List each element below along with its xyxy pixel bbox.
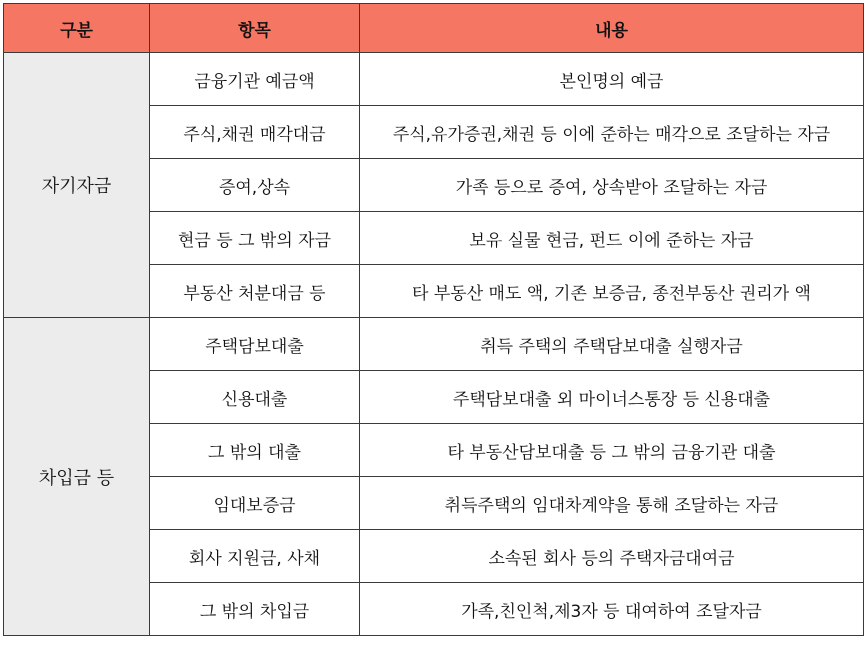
group-label-own-funds: 자기자금 xyxy=(4,53,150,318)
item-cell: 부동산 처분대금 등 xyxy=(150,265,360,318)
item-cell: 회사 지원금, 사채 xyxy=(150,530,360,583)
content-cell: 주택담보대출 외 마이너스통장 등 신용대출 xyxy=(360,371,864,424)
table-header xyxy=(4,4,864,53)
item-cell: 그 밖의 대출 xyxy=(150,424,360,477)
item-cell: 증여,상속 xyxy=(150,159,360,212)
content-cell: 가족,친인척,제3자 등 대여하여 조달자금 xyxy=(360,583,864,636)
content-cell: 취득 주택의 주택담보대출 실행자금 xyxy=(360,318,864,371)
table-body xyxy=(4,53,864,636)
content-cell: 타 부동산담보대출 등 그 밖의 금융기관 대출 xyxy=(360,424,864,477)
item-cell: 신용대출 xyxy=(150,371,360,424)
group-label-borrowings: 차입금 등 xyxy=(4,318,150,636)
item-cell: 그 밖의 차입금 xyxy=(150,583,360,636)
funding-table-container xyxy=(3,3,864,636)
content-cell: 보유 실물 현금, 펀드 이에 준하는 자금 xyxy=(360,212,864,265)
funding-source-table xyxy=(3,3,864,636)
content-cell: 취득주택의 임대차계약을 통해 조달하는 자금 xyxy=(360,477,864,530)
item-cell: 주식,채권 매각대금 xyxy=(150,106,360,159)
content-cell: 타 부동산 매도 액, 기존 보증금, 종전부동산 권리가 액 xyxy=(360,265,864,318)
table-row xyxy=(4,53,864,106)
item-cell: 임대보증금 xyxy=(150,477,360,530)
content-cell: 본인명의 예금 xyxy=(360,53,864,106)
header-content: 내용 xyxy=(360,4,864,53)
table-row xyxy=(4,318,864,371)
header-item: 항목 xyxy=(150,4,360,53)
content-cell: 주식,유가증권,채권 등 이에 준하는 매각으로 조달하는 자금 xyxy=(360,106,864,159)
item-cell: 금융기관 예금액 xyxy=(150,53,360,106)
header-row xyxy=(4,4,864,53)
content-cell: 가족 등으로 증여, 상속받아 조달하는 자금 xyxy=(360,159,864,212)
item-cell: 주택담보대출 xyxy=(150,318,360,371)
item-cell: 현금 등 그 밖의 자금 xyxy=(150,212,360,265)
header-category: 구분 xyxy=(4,4,150,53)
content-cell: 소속된 회사 등의 주택자금대여금 xyxy=(360,530,864,583)
